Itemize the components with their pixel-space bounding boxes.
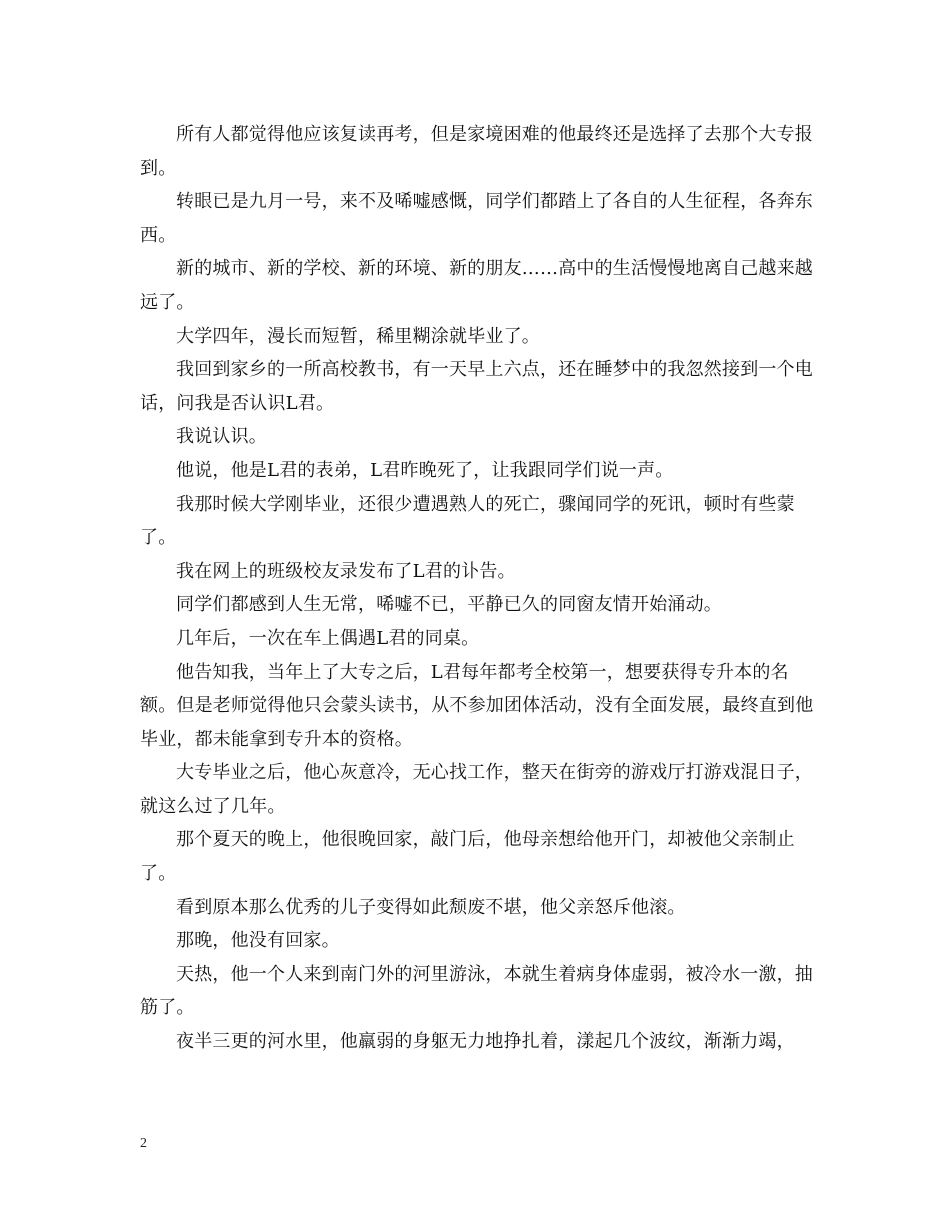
paragraph: 那个夏天的晚上，他很晚回家，敲门后，他母亲想给他开门，却被他父亲制止了。 (140, 829, 795, 885)
paragraph: 他说，他是L君的表弟，L君昨晚死了，让我跟同学们说一声。 (176, 459, 674, 481)
paragraph: 我那时候大学刚毕业，还很少遭遇熟人的死亡，骤闻同学的死讯，顿时有些蒙了。 (140, 493, 795, 549)
paragraph: 天热，他一个人来到南门外的河里游泳，本就生着病身体虚弱，被冷水一激，抽筋了。 (140, 963, 813, 1019)
paragraph: 那晚，他没有回家。 (176, 930, 340, 952)
paragraph: 他告知我，当年上了大专之后，L君每年都考全校第一，想要获得专升本的名额。但是老师觉得他只会蒙头读书，从不参加团体活动，没有全面发展，最终直到他毕业，都未能拿到专升本的资格。 (140, 661, 814, 750)
paragraph: 大学四年，漫长而短暂，稀里糊涂就毕业了。 (176, 325, 540, 347)
paragraph: 几年后，一次在车上偶遇L君的同桌。 (176, 627, 480, 649)
page-number: 2 (140, 1136, 147, 1151)
paragraph: 所有人都觉得他应该复读再考，但是家境困难的他最终还是选择了去那个大专报到。 (140, 124, 813, 179)
paragraph: 我在网上的班级校友录发布了L君的讣告。 (176, 560, 516, 582)
paragraph: 同学们都感到人生无常，唏嘘不已，平静已久的同窗友情开始涌动。 (176, 594, 722, 616)
paragraph: 新的城市、新的学校、新的环境、新的朋友……高中的生活慢慢地离自己越来越远了。 (140, 258, 813, 313)
paragraph: 转眼已是九月一号，来不及唏嘘感慨，同学们都踏上了各自的人生征程，各奔东西。 (140, 191, 813, 246)
paragraph: 夜半三更的河水里，他羸弱的身躯无力地挣扎着，漾起几个波纹，渐渐力竭， (176, 1031, 795, 1053)
paragraph: 大专毕业之后，他心灰意冷，无心找工作，整天在街旁的游戏厅打游戏混日子，就这么过了几年。 (140, 762, 813, 817)
paragraph: 我说认识。 (176, 426, 267, 448)
paragraph: 看到原本那么优秀的儿子变得如此颓废不堪，他父亲怒斥他滚。 (176, 896, 686, 918)
paragraph: 我回到家乡的一所高校教书，有一天早上六点，还在睡梦中的我忽然接到一个电话，问我是否认识L君。 (140, 359, 813, 414)
body-text (140, 118, 816, 1059)
